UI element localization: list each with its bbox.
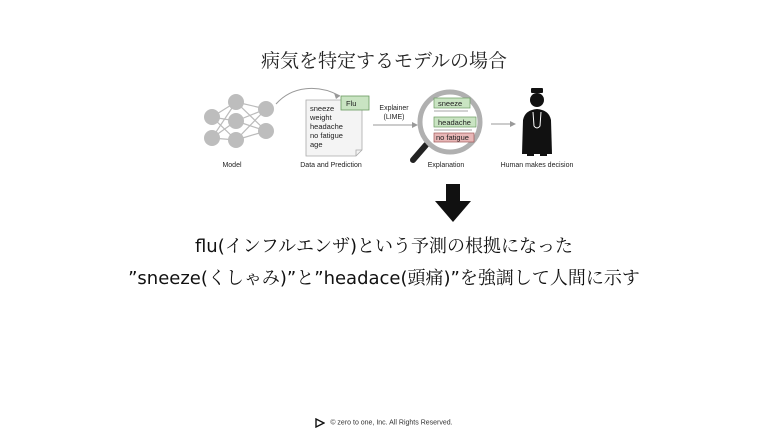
prediction-label: Flu [346,99,357,108]
decision-arrowhead [510,121,516,127]
explainer-lime-label: (LIME) [383,114,405,121]
statement-line-1: flu(インフルエンザ)という予測の根拠になった [194,236,574,257]
slide-title: 病気を特定するモデルの場合 [260,50,508,72]
explanation-headache: headache [438,118,471,127]
explanation-sneeze: sneeze [438,99,463,108]
footer [0,418,768,428]
statement-line-2: ”sneeze(くしゃみ)”と”headace(頭痛)”を強調して人間に示す [128,268,640,289]
model-label: Model [222,162,242,169]
zero-to-one-logo-icon [315,418,325,428]
feature-no-fatigue: no fatigue [310,131,343,140]
copyright-text: © zero to one, Inc. All Rights Reserved. [330,419,453,427]
down-arrow-icon [435,184,471,222]
human-label: Human makes decision [500,162,574,169]
feature-headache: headache [310,122,343,131]
neural-network-icon [204,94,274,148]
feature-sneeze: sneeze [310,104,335,113]
feature-age: age [310,140,323,149]
explanation-label: Explanation [427,162,465,169]
doctor-icon [522,88,552,156]
explainer-arrowhead [412,122,418,128]
explainer-label: Explainer [379,105,409,112]
data-label: Data and Prediction [300,162,362,169]
lime-diagram [0,0,768,200]
explanation-no-fatigue: no fatigue [436,133,469,142]
feature-weight: weight [310,113,332,122]
